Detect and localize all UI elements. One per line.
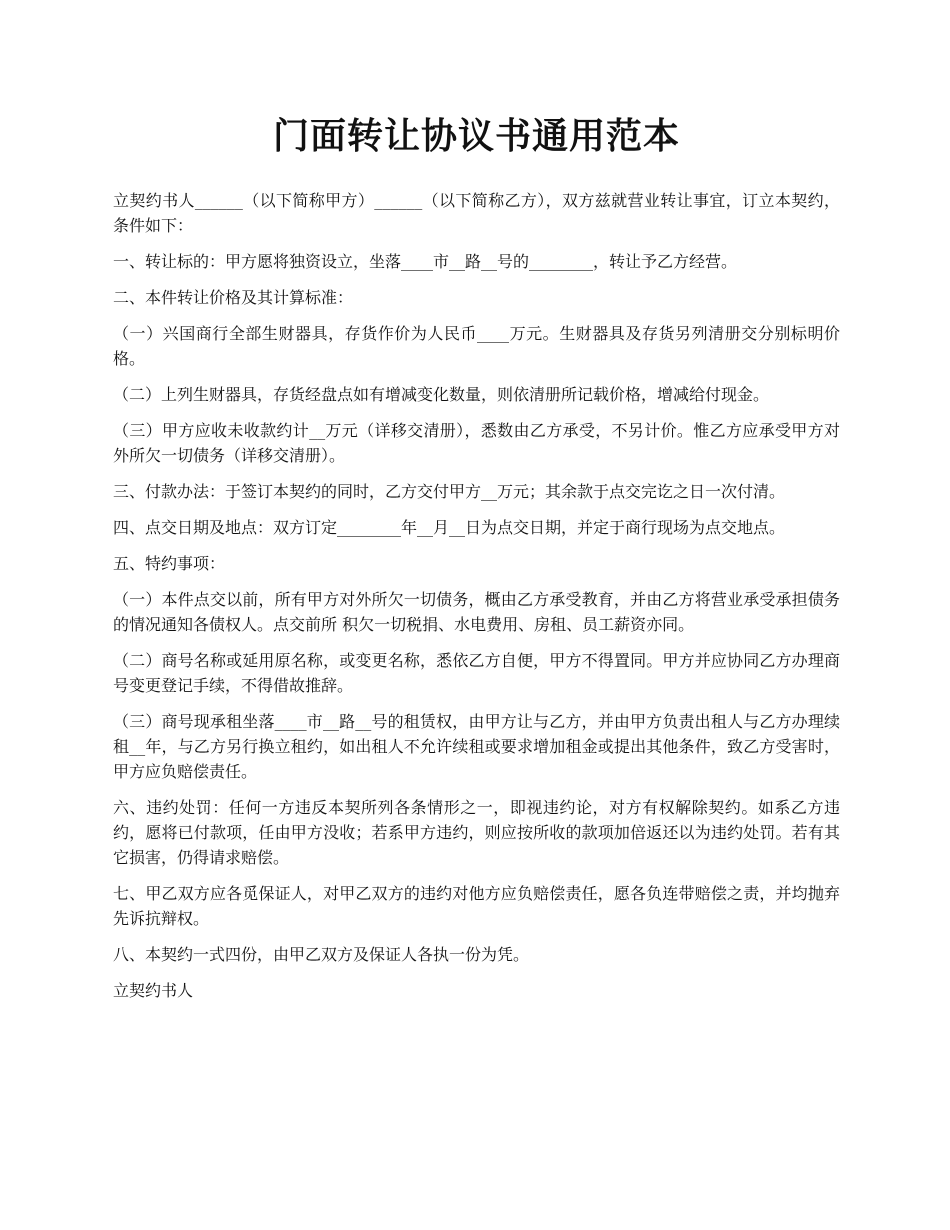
document-title: 门面转让协议书通用范本 xyxy=(272,115,680,157)
clause-6-breach: 六、违约处罚：任何一方违反本契所列各条情形之一，即视违约论，对方有权解除契约。如系乙方违约，愿将已付款项，任由甲方没收；若系甲方违约，则应按所收的款项加倍返还以为违约处罚。若有其它损害，仍得请求赔偿。 xyxy=(113,798,840,867)
signature-line: 立契约书人 xyxy=(113,981,194,1000)
clause-7-guarantor: 七、甲乙双方应各觅保证人，对甲乙双方的违约对他方应负赔偿责任，愿各负连带赔偿之责，并均抛弃先诉抗辩权。 xyxy=(113,884,840,928)
preamble-paragraph: 立契约书人______（以下简称甲方）______（以下简称乙方），双方兹就营业转让事宜，订立本契约，条件如下： xyxy=(113,191,840,235)
clause-5-special-heading: 五、特约事项： xyxy=(113,554,226,573)
clause-1-subject: 一、转让标的：甲方愿将独资设立，坐落____市__路__号的________，转让予乙方经营。 xyxy=(113,252,738,271)
clause-5-item-1: （一）本件点交以前，所有甲方对外所欠一切债务，概由乙方承受教育，并由乙方将营业承受承担债务的情况通知各债权人。点交前所 积欠一切税捐、水电费用、房租、员工薪资亦同。 xyxy=(113,590,840,634)
clause-5-item-3: （三）商号现承租坐落____市__路__号的租赁权，由甲方让与乙方，并由甲方负责出租人与乙方办理续租__年，与乙方另行换立租约，如出租人不允许续租或要求增加租金或提出其他条件，致乙方受害时，甲方应负赔偿责任。 xyxy=(113,712,840,781)
clause-2-price-heading: 二、本件转让价格及其计算标准： xyxy=(113,288,354,307)
clause-2-item-3: （三）甲方应收未收款约计__万元（详移交清册），悉数由乙方承受，不另计价。惟乙方应承受甲方对外所欠一切债务（详移交清册）。 xyxy=(113,421,840,465)
clause-5-item-2: （二）商号名称或延用原名称，或变更名称，悉依乙方自便，甲方不得置同。甲方并应协同乙方办理商号变更登记手续，不得借故推辞。 xyxy=(113,651,840,695)
clause-2-item-2: （二）上列生财器具，存货经盘点如有增减变化数量，则依清册所记载价格，增减给付现金。 xyxy=(113,385,770,404)
clause-3-payment: 三、付款办法：于签订本契约的同时，乙方交付甲方__万元；其余款于点交完讫之日一次付清。 xyxy=(113,482,786,501)
document-page xyxy=(113,108,840,1014)
clause-2-item-1: （一）兴国商行全部生财器具，存货作价为人民币____万元。生财器具及存货另列清册交分别标明价格。 xyxy=(113,324,840,368)
clause-4-handover: 四、点交日期及地点：双方订定________年__月__日为点交日期，并定于商行现场为点交地点。 xyxy=(113,518,786,537)
clause-8-copies: 八、本契约一式四份，由甲乙双方及保证人各执一份为凭。 xyxy=(113,945,530,964)
